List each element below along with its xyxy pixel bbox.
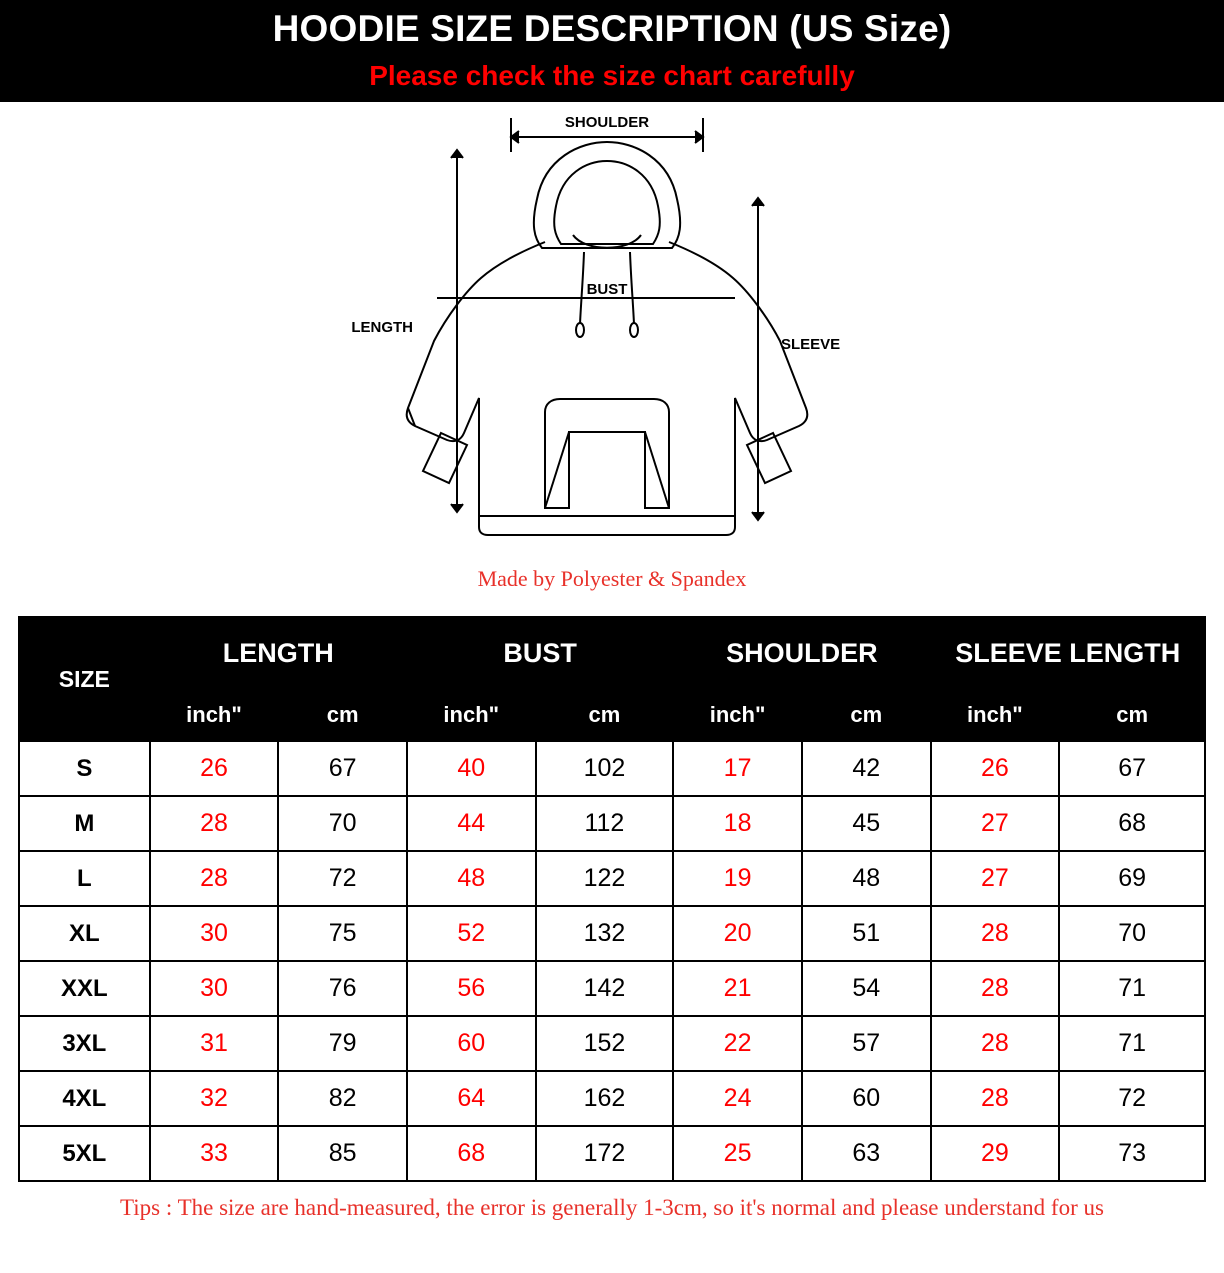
cell-shoulder-cm: 63 <box>802 1126 931 1181</box>
cell-sleeve-inch: 28 <box>931 1071 1060 1126</box>
cell-shoulder-inch: 20 <box>673 906 802 961</box>
cell-shoulder-cm: 48 <box>802 851 931 906</box>
cell-bust-inch: 56 <box>407 961 536 1016</box>
table-unit-length-cm: cm <box>278 689 407 741</box>
cell-sleeve-cm: 69 <box>1059 851 1205 906</box>
cell-bust-cm: 162 <box>536 1071 674 1126</box>
table-header-sleeve-length: SLEEVE LENGTH <box>931 617 1205 689</box>
cell-length-cm: 76 <box>278 961 407 1016</box>
table-unit-bust-inch: inch" <box>407 689 536 741</box>
cell-shoulder-cm: 42 <box>802 741 931 796</box>
cell-shoulder-inch: 18 <box>673 796 802 851</box>
cell-sleeve-cm: 67 <box>1059 741 1205 796</box>
row-size: M <box>19 796 150 851</box>
cell-sleeve-cm: 71 <box>1059 961 1205 1016</box>
page-subtitle: Please check the size chart carefully <box>369 59 855 91</box>
label-length: LENGTH <box>351 319 413 337</box>
cell-bust-inch: 48 <box>407 851 536 906</box>
label-bust: BUST <box>586 281 628 299</box>
cell-shoulder-inch: 17 <box>673 741 802 796</box>
row-size: XXL <box>19 961 150 1016</box>
cell-shoulder-inch: 25 <box>673 1126 802 1181</box>
cell-sleeve-cm: 73 <box>1059 1126 1205 1181</box>
table-row <box>19 1016 1205 1071</box>
page-header <box>0 0 1224 102</box>
table-unit-sleeve-cm: cm <box>1059 689 1205 741</box>
cell-length-inch: 30 <box>150 906 279 961</box>
cell-length-cm: 85 <box>278 1126 407 1181</box>
cell-length-inch: 31 <box>150 1016 279 1071</box>
material-caption: Made by Polyester & Spandex <box>477 566 747 592</box>
table-row <box>19 1126 1205 1181</box>
tips-note: Tips : The size are hand-measured, the error is generally 1-3cm, so it's normal and please understand for us <box>120 1195 1104 1221</box>
table-unit-shoulder-cm: cm <box>802 689 931 741</box>
table-unit-bust-cm: cm <box>536 689 674 741</box>
cell-bust-inch: 44 <box>407 796 536 851</box>
cell-shoulder-cm: 51 <box>802 906 931 961</box>
row-size: 5XL <box>19 1126 150 1181</box>
page-title: HOODIE SIZE DESCRIPTION (US Size) <box>272 8 952 49</box>
cell-bust-inch: 60 <box>407 1016 536 1071</box>
cell-shoulder-inch: 21 <box>673 961 802 1016</box>
row-size: L <box>19 851 150 906</box>
table-header-size: SIZE <box>19 617 150 741</box>
cell-length-cm: 67 <box>278 741 407 796</box>
cell-bust-inch: 68 <box>407 1126 536 1181</box>
size-chart-table <box>18 616 1206 1182</box>
cell-sleeve-inch: 27 <box>931 851 1060 906</box>
cell-shoulder-cm: 45 <box>802 796 931 851</box>
cell-sleeve-cm: 68 <box>1059 796 1205 851</box>
row-size: 3XL <box>19 1016 150 1071</box>
cell-shoulder-inch: 19 <box>673 851 802 906</box>
cell-length-inch: 30 <box>150 961 279 1016</box>
row-size: 4XL <box>19 1071 150 1126</box>
cell-bust-cm: 122 <box>536 851 674 906</box>
cell-sleeve-inch: 27 <box>931 796 1060 851</box>
label-sleeve: SLEEVE <box>781 336 841 354</box>
cell-length-inch: 28 <box>150 851 279 906</box>
table-header-length: LENGTH <box>150 617 407 689</box>
cell-length-inch: 32 <box>150 1071 279 1126</box>
cell-bust-inch: 52 <box>407 906 536 961</box>
cell-sleeve-inch: 28 <box>931 961 1060 1016</box>
cell-bust-cm: 102 <box>536 741 674 796</box>
cell-sleeve-inch: 26 <box>931 741 1060 796</box>
table-row <box>19 1071 1205 1126</box>
table-row <box>19 796 1205 851</box>
table-unit-shoulder-inch: inch" <box>673 689 802 741</box>
table-row <box>19 741 1205 796</box>
hoodie-illustration-svg <box>0 102 1224 602</box>
cell-bust-cm: 142 <box>536 961 674 1016</box>
cell-sleeve-cm: 70 <box>1059 906 1205 961</box>
hoodie-diagram <box>0 102 1224 602</box>
cell-length-cm: 79 <box>278 1016 407 1071</box>
cell-length-cm: 75 <box>278 906 407 961</box>
table-unit-sleeve-inch: inch" <box>931 689 1060 741</box>
cell-length-inch: 28 <box>150 796 279 851</box>
cell-length-cm: 82 <box>278 1071 407 1126</box>
cell-sleeve-inch: 29 <box>931 1126 1060 1181</box>
cell-bust-cm: 132 <box>536 906 674 961</box>
cell-bust-inch: 40 <box>407 741 536 796</box>
row-size: XL <box>19 906 150 961</box>
cell-sleeve-inch: 28 <box>931 906 1060 961</box>
cell-bust-inch: 64 <box>407 1071 536 1126</box>
cell-length-cm: 70 <box>278 796 407 851</box>
table-row <box>19 851 1205 906</box>
cell-sleeve-cm: 72 <box>1059 1071 1205 1126</box>
cell-shoulder-inch: 22 <box>673 1016 802 1071</box>
cell-bust-cm: 172 <box>536 1126 674 1181</box>
cell-shoulder-cm: 60 <box>802 1071 931 1126</box>
table-row <box>19 906 1205 961</box>
cell-shoulder-cm: 54 <box>802 961 931 1016</box>
cell-sleeve-cm: 71 <box>1059 1016 1205 1071</box>
cell-bust-cm: 152 <box>536 1016 674 1071</box>
cell-length-inch: 33 <box>150 1126 279 1181</box>
table-header-shoulder: SHOULDER <box>673 617 930 689</box>
size-chart-section <box>0 602 1224 1182</box>
cell-length-inch: 26 <box>150 741 279 796</box>
table-header-bust: BUST <box>407 617 673 689</box>
cell-length-cm: 72 <box>278 851 407 906</box>
cell-shoulder-cm: 57 <box>802 1016 931 1071</box>
table-unit-length-inch: inch" <box>150 689 279 741</box>
table-row <box>19 961 1205 1016</box>
cell-bust-cm: 112 <box>536 796 674 851</box>
row-size: S <box>19 741 150 796</box>
label-shoulder: SHOULDER <box>564 114 650 132</box>
cell-sleeve-inch: 28 <box>931 1016 1060 1071</box>
cell-shoulder-inch: 24 <box>673 1071 802 1126</box>
